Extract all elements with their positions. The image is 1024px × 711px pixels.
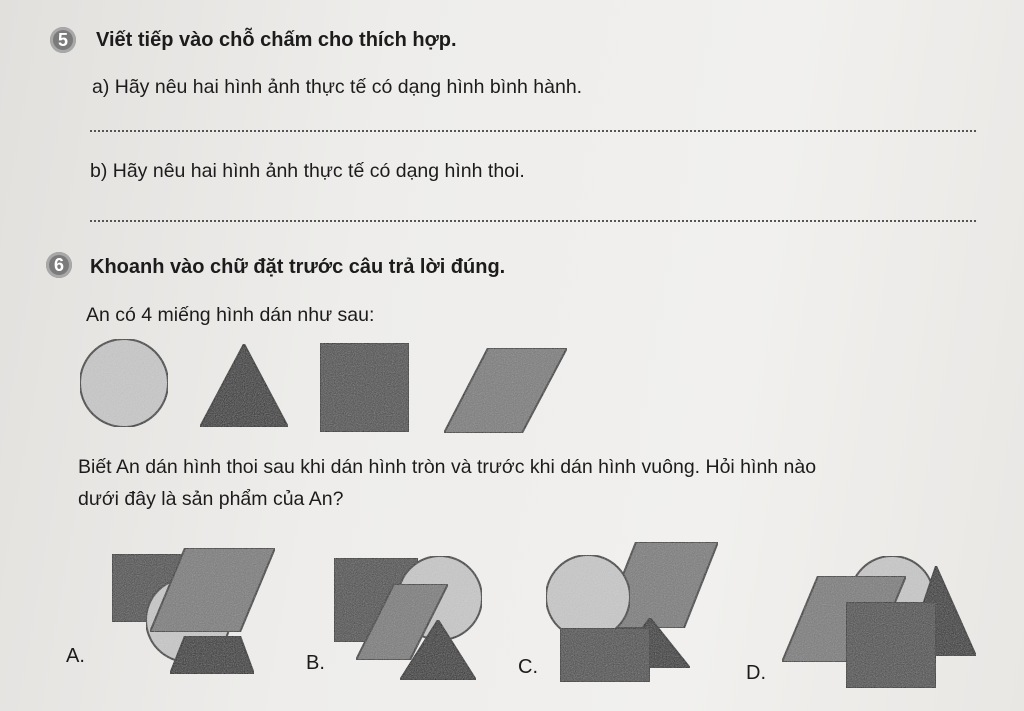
question-6-number: 6	[46, 252, 72, 278]
question-6-title: Khoanh vào chữ đặt trước câu trả lời đúng.	[90, 256, 506, 278]
question-5a-text: a) Hãy nêu hai hình ảnh thực tế có dạng hình bình hành.	[92, 76, 583, 98]
option-c-square	[560, 628, 650, 682]
sticker-square	[320, 343, 409, 432]
question-6-text-line2: dưới đây là sản phẩm của An?	[78, 488, 344, 510]
option-b-label[interactable]: B.	[306, 652, 325, 674]
question-6-text-line1: Biết An dán hình thoi sau khi dán hình tròn và trước khi dán hình vuông. Hỏi hình nào	[78, 456, 817, 478]
option-a-triangle	[170, 636, 254, 674]
option-c-circle	[546, 555, 630, 639]
sticker-rhombus	[444, 348, 567, 433]
option-d-label[interactable]: D.	[746, 662, 766, 684]
option-a-label[interactable]: A.	[66, 645, 85, 667]
sticker-triangle	[200, 344, 288, 427]
question-5b-text: b) Hãy nêu hai hình ảnh thực tế có dạng hình thoi.	[90, 160, 525, 182]
option-d-square	[846, 602, 936, 688]
question-5-number: 5	[50, 27, 76, 53]
question-6-intro: An có 4 miếng hình dán như sau:	[86, 304, 375, 326]
question-5-title: Viết tiếp vào chỗ chấm cho thích hợp.	[96, 29, 457, 51]
option-b-figure[interactable]	[334, 556, 482, 680]
option-c-label[interactable]: C.	[518, 656, 538, 678]
option-d-figure[interactable]	[782, 556, 976, 688]
option-c-figure[interactable]	[546, 542, 718, 682]
sticker-circle	[80, 339, 168, 427]
option-a-figure[interactable]	[112, 548, 275, 674]
